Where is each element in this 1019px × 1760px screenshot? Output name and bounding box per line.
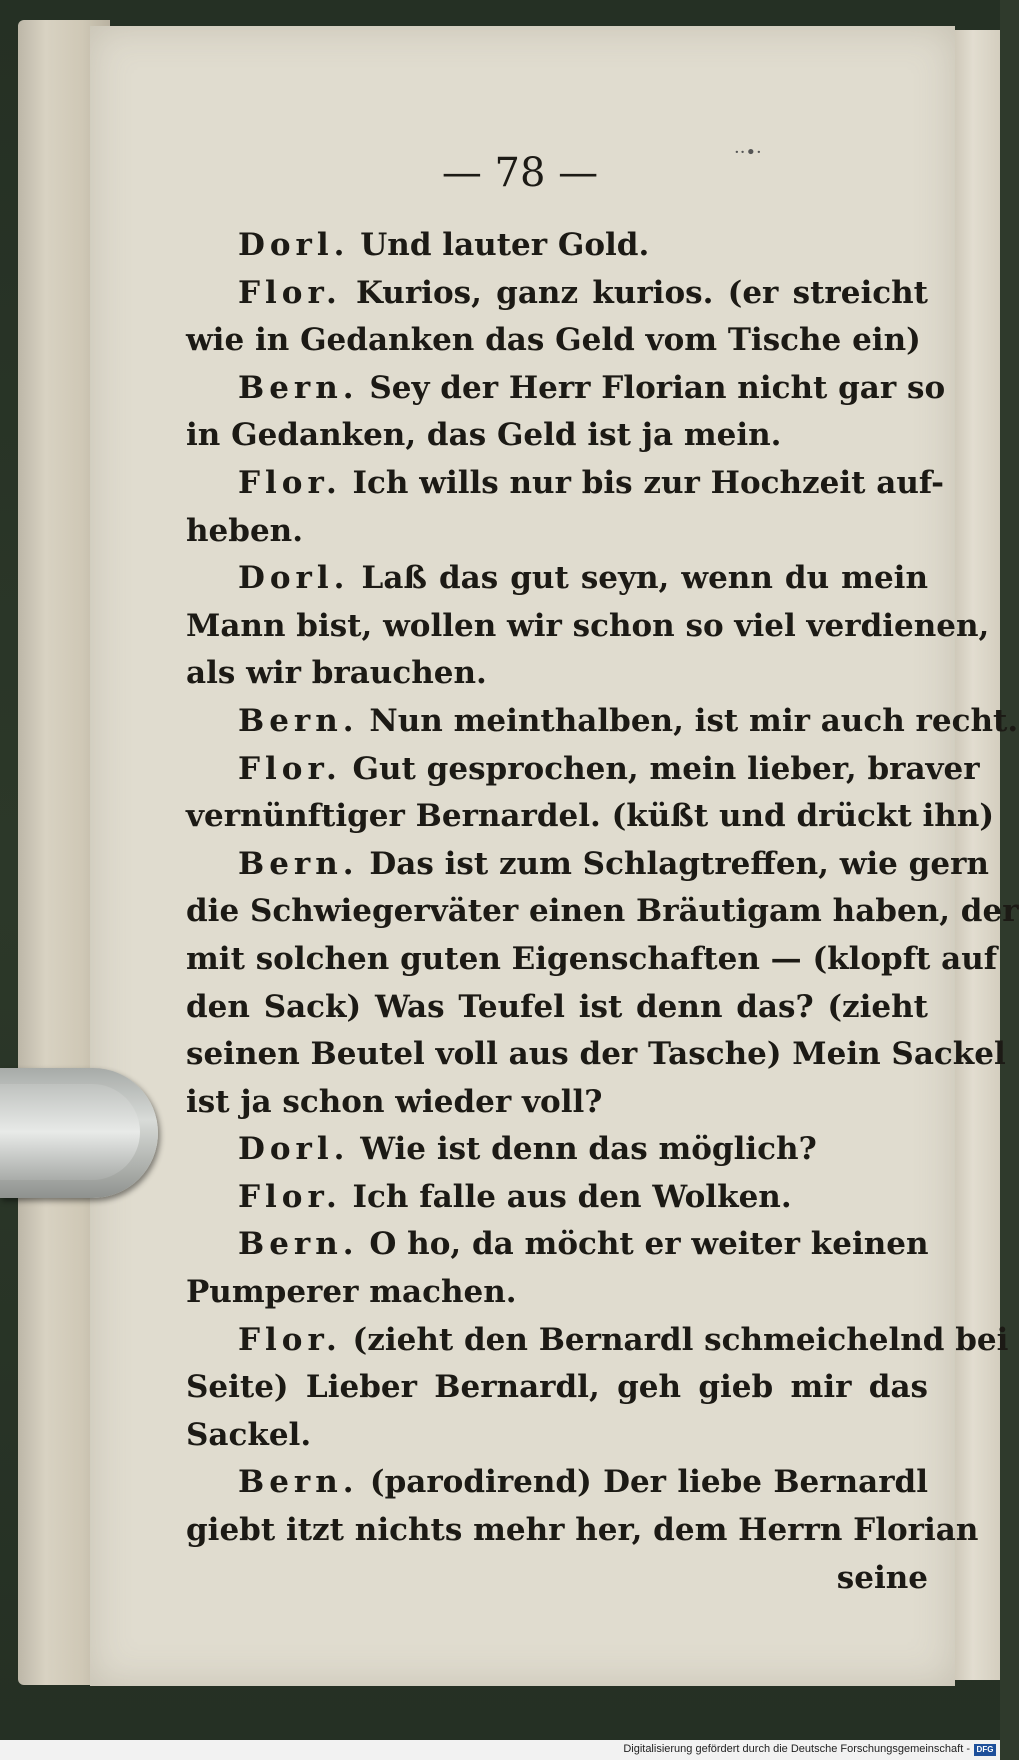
line-text: Mann bist, wollen wir schon so viel verdienen, — [186, 607, 990, 644]
dfg-logo: DFG — [974, 1744, 996, 1756]
line-text: Seite) Lieber Bernardl, geh gieb mir das — [186, 1369, 928, 1406]
line-text: Nun meinthalben, ist mir auch recht. — [369, 702, 1019, 739]
speaker-name: Flor. — [238, 1321, 342, 1358]
text-line — [186, 1079, 928, 1127]
line-text: in Gedanken, das Geld ist ja mein. — [186, 417, 782, 454]
text-line — [186, 1507, 979, 1555]
line-text: O ho, da möcht er weiter keinen — [369, 1226, 929, 1263]
text-line — [186, 1364, 928, 1412]
text-line — [186, 317, 928, 365]
speaker-name: Dorl. — [238, 560, 350, 597]
page-number: — 78 — — [441, 150, 599, 196]
line-text: Pumperer machen. — [186, 1274, 517, 1311]
text-line — [186, 1317, 1009, 1365]
text-line — [186, 460, 944, 508]
line-text: Wie ist denn das möglich? — [360, 1131, 817, 1168]
ink-speck: ··•· — [734, 142, 762, 163]
text-line — [186, 508, 928, 556]
speaker-name: Flor. — [238, 750, 342, 787]
speaker-name: Dorl. — [238, 227, 350, 263]
text-line — [186, 1174, 928, 1222]
line-text: Sey der Herr Florian nicht gar so — [369, 369, 946, 406]
line-text: (parodirend) Der liebe Bernardl — [369, 1464, 928, 1501]
line-text: als wir brauchen. — [186, 655, 487, 692]
footer-credit: Digitalisierung gefördert durch die Deutsche Forschungsgemeinschaft - — [623, 1743, 970, 1755]
speaker-name: Bern. — [238, 702, 359, 739]
line-text: Ich wills nur bis zur Hochzeit auf- — [352, 464, 944, 501]
text-line — [186, 1126, 928, 1174]
text-line — [186, 603, 990, 651]
catchword: seine — [836, 1559, 928, 1596]
speaker-name: Flor. — [238, 1178, 342, 1215]
speaker-name: Bern. — [238, 845, 359, 882]
speaker-name: Flor. — [238, 464, 342, 501]
text-line — [186, 650, 928, 698]
text-line — [186, 1412, 928, 1460]
line-text: Und lauter Gold. — [360, 227, 650, 263]
speaker-name: Bern. — [238, 369, 359, 406]
text-line — [186, 841, 989, 889]
text-line — [186, 222, 928, 270]
text-line — [186, 412, 928, 460]
text-line — [186, 984, 928, 1032]
text-line — [186, 698, 1019, 746]
line-text: Laß das gut seyn, wenn du mein — [361, 560, 929, 597]
line-text: Das ist zum Schlagtreffen, wie gern — [369, 845, 989, 882]
line-text: Gut gesprochen, mein lieber, braver — [352, 750, 980, 787]
text-line — [186, 1221, 928, 1269]
text-line — [186, 365, 946, 413]
line-text: seinen Beutel voll aus der Tasche) Mein Sackel — [186, 1036, 1006, 1073]
line-text: (zieht den Bernardl schmeichelnd bei — [352, 1321, 1009, 1358]
page-clip-highlight — [0, 1084, 140, 1180]
text-line — [186, 1269, 928, 1317]
line-text: vernünftiger Bernardel. (küßt und drückt ihn) — [186, 798, 995, 835]
text-line — [186, 270, 928, 318]
text-line — [186, 1031, 1006, 1079]
line-text: mit solchen guten Eigenschaften — (klopft auf — [186, 940, 998, 977]
line-text: Kurios, ganz kurios. (er streicht — [356, 274, 928, 311]
text-line — [186, 1459, 928, 1507]
speaker-name: Dorl. — [238, 1131, 350, 1168]
text-line — [186, 936, 998, 984]
line-text: Ich falle aus den Wolken. — [352, 1178, 792, 1215]
speaker-name: Bern. — [238, 1464, 359, 1501]
speaker-name: Flor. — [238, 274, 342, 311]
line-text: die Schwiegerväter einen Bräutigam haben, der — [186, 893, 1019, 930]
line-text: ist ja schon wieder voll? — [186, 1083, 603, 1120]
text-line — [186, 793, 995, 841]
text-line — [186, 746, 980, 794]
digitization-footer — [0, 1740, 1000, 1760]
text-line — [186, 888, 1019, 936]
line-text: wie in Gedanken das Geld vom Tische ein) — [186, 322, 921, 359]
line-text: den Sack) Was Teufel ist denn das? (zieht — [186, 988, 928, 1025]
line-text: heben. — [186, 512, 303, 549]
speaker-name: Bern. — [238, 1226, 359, 1263]
text-line — [186, 555, 928, 603]
line-text: giebt itzt nichts mehr her, dem Herrn Florian — [186, 1512, 979, 1549]
line-text: Sackel. — [186, 1416, 312, 1453]
page-text — [186, 222, 1019, 1602]
